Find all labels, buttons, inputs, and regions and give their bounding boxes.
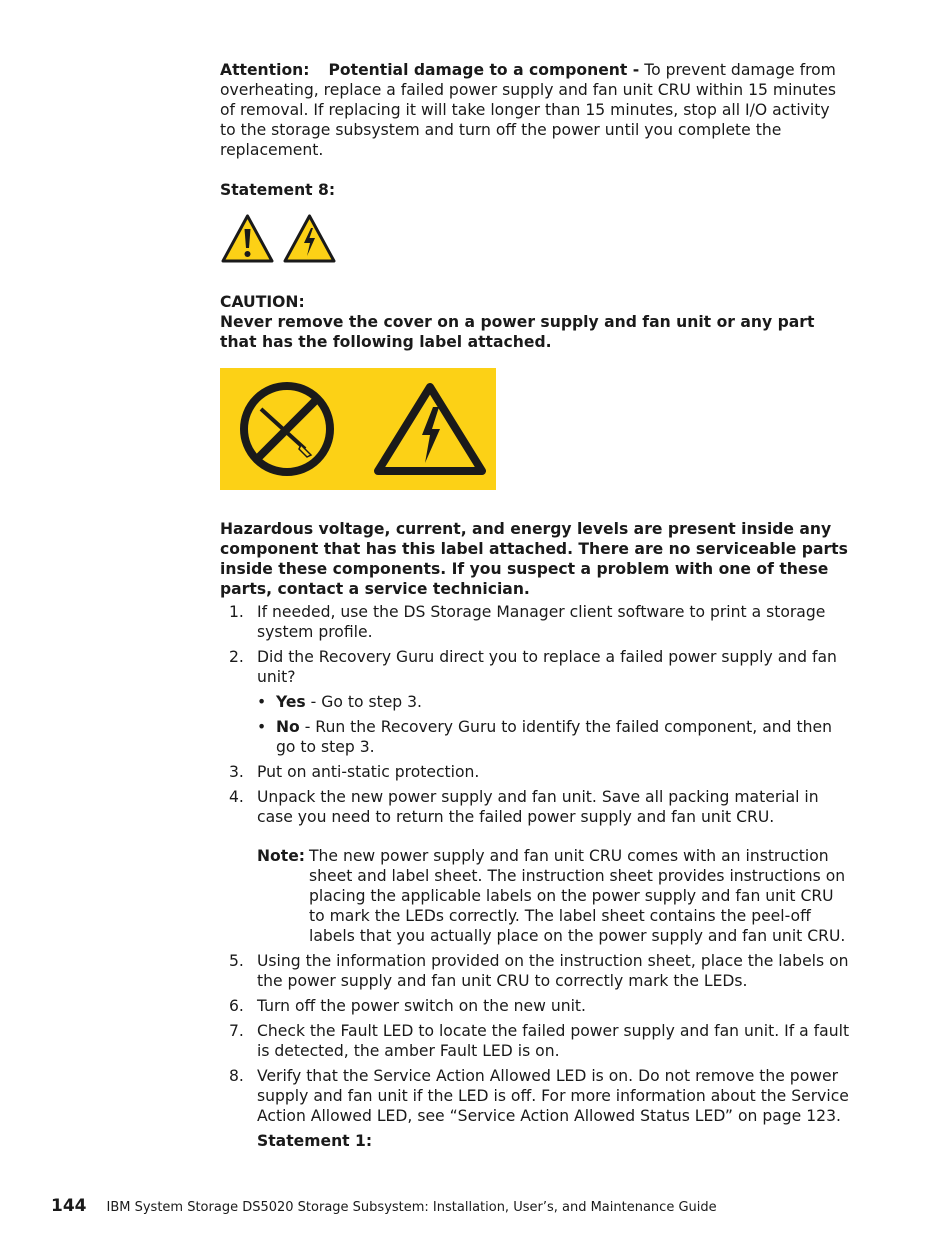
step-number: 3. — [229, 763, 244, 781]
step-number: 8. — [229, 1067, 244, 1085]
high-voltage-icon — [370, 379, 490, 479]
statement-1-heading: Statement 1: — [257, 1132, 373, 1150]
option-label: Yes — [276, 693, 306, 711]
step-text: Unpack the new power supply and fan unit. Save all packing material in case you need to return the failed power supply and fan unit CRU. — [257, 788, 819, 826]
hazard-label — [220, 368, 496, 490]
bullet: • — [257, 718, 267, 736]
step-number: 6. — [229, 997, 244, 1015]
statement-8-heading: Statement 8: — [220, 181, 336, 199]
caution-heading: CAUTION: — [220, 293, 305, 311]
step-3 — [220, 762, 850, 782]
document-title: IBM System Storage DS5020 Storage Subsystem: Installation, User’s, and Maintenance Guide — [106, 1200, 717, 1215]
step-2-options — [257, 692, 850, 757]
step-5 — [220, 951, 850, 991]
step-number: 1. — [229, 603, 244, 621]
safety-icons — [220, 213, 850, 265]
no-tool-access-icon — [237, 379, 337, 479]
page-footer — [51, 1196, 717, 1218]
step-number: 5. — [229, 952, 244, 970]
step-number: 7. — [229, 1022, 244, 1040]
step-number: 4. — [229, 788, 244, 806]
step-6 — [220, 996, 850, 1016]
electrical-hazard-icon — [282, 213, 337, 265]
step-text: Put on anti-static protection. — [257, 763, 480, 781]
step-2 — [220, 647, 850, 757]
note-text: The new power supply and fan unit CRU comes with an instruction sheet and label sheet. The instruction sheet provides instructions on placing the applicable labels on the power supply and fan unit CRU to mark the LEDs correctly. The label sheet contains the peel-off labels that you actually place on the power supply and fan unit CRU. — [309, 847, 846, 945]
caution-text: Never remove the cover on a power supply and fan unit or any part that has the following label attached. — [220, 313, 815, 351]
procedure-steps — [220, 602, 850, 1151]
step-4 — [220, 787, 850, 946]
note-label: Note: — [257, 847, 306, 865]
attention-text: To prevent damage from overheating, replace a failed power supply and fan unit CRU within 15 minutes of removal. If replacing it will take longer than 15 minutes, stop all I/O activity to the storage subsystem and turn off the power until you complete the replacement. — [220, 61, 837, 159]
step-number: 2. — [229, 648, 244, 666]
step-1 — [220, 602, 850, 642]
page-number: 144 — [51, 1196, 87, 1216]
bullet: • — [257, 693, 267, 711]
option-no — [257, 717, 850, 757]
page-content — [220, 60, 850, 1156]
step-text: Verify that the Service Action Allowed LED is on. Do not remove the power supply and fan unit if the LED is off. For more information about the Service Action Allowed LED, see “Service Action Allowed Status LED” on page 123. — [257, 1067, 849, 1125]
step-text: If needed, use the DS Storage Manager client software to print a storage system profile. — [257, 603, 826, 641]
step-text: Using the information provided on the instruction sheet, place the labels on the power supply and fan unit CRU to correctly mark the LEDs. — [257, 952, 849, 990]
attention-heading: Potential damage to a component - — [328, 61, 640, 79]
attention-label: Attention: — [220, 61, 310, 79]
option-text: - Go to step 3. — [305, 693, 423, 711]
note — [257, 846, 850, 946]
option-yes — [257, 692, 850, 712]
option-text: - Run the Recovery Guru to identify the failed component, and then go to step 3. — [276, 718, 832, 756]
step-text: Turn off the power switch on the new unit. — [257, 997, 586, 1015]
step-text: Check the Fault LED to locate the failed power supply and fan unit. If a fault is detected, the amber Fault LED is on. — [257, 1022, 850, 1060]
exclamation-warning-icon — [220, 213, 275, 265]
attention-paragraph — [220, 60, 850, 160]
step-text: Did the Recovery Guru direct you to replace a failed power supply and fan unit? — [257, 648, 837, 686]
option-label: No — [276, 718, 300, 736]
step-7 — [220, 1021, 850, 1061]
hazard-warning-text: Hazardous voltage, current, and energy levels are present inside any component that has this label attached. There are no serviceable parts inside these components. If you suspect a problem with one of these parts, contact a service technician. — [220, 520, 848, 598]
step-8 — [220, 1066, 850, 1151]
